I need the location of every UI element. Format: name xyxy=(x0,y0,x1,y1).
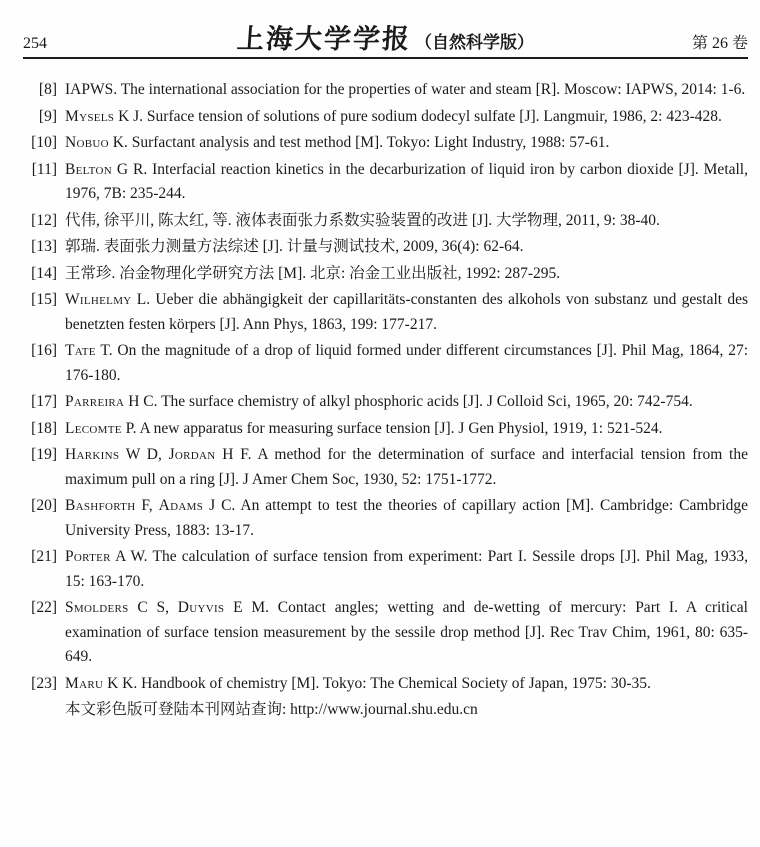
reference-text-segment: C S, xyxy=(128,599,178,616)
reference-text-segment: H F. A method for the determination of surface and interfacial tension from the maximum pull on a ring [J]. J Amer Chem Soc, 1930, 52: 1751-1772. xyxy=(65,446,748,488)
reference-entry xyxy=(23,158,748,207)
reference-text-segment: F, xyxy=(135,497,159,514)
reference-number: [13] xyxy=(31,238,57,255)
author-smallcaps: Harkins xyxy=(65,446,120,463)
reference-text-segment: K J. Surface tension of solutions of pure sodium dodecyl sulfate [J]. Langmuir, 1986, 2: 423-428. xyxy=(114,107,722,125)
reference-text xyxy=(65,420,663,437)
reference-entry xyxy=(23,672,748,697)
journal-title-edition: （自然科学版） xyxy=(415,33,534,52)
reference-text-segment: 王常珍. 冶金物理化学研究方法 [M]. 北京: 冶金工业出版社, 1992: 287-295. xyxy=(65,264,561,282)
reference-entry xyxy=(23,417,748,442)
reference-text-segment: A W. The calculation of surface tension from experiment: Part I. Sessile drops [J]. Phil Mag, 1933, 15: 163-170. xyxy=(65,548,748,590)
reference-entry xyxy=(23,443,748,492)
reference-text xyxy=(65,81,745,98)
reference-number: [16] xyxy=(31,342,57,359)
reference-number: [17] xyxy=(31,393,57,410)
reference-text xyxy=(65,291,748,333)
author-smallcaps: Wilhelmy xyxy=(65,291,132,308)
author-smallcaps: Tate xyxy=(65,342,96,359)
reference-text xyxy=(65,212,660,229)
reference-text xyxy=(65,134,609,151)
reference-number: [14] xyxy=(31,264,57,282)
author-smallcaps: Duyvis xyxy=(177,599,225,616)
reference-text xyxy=(65,393,693,410)
reference-text-segment: G R. Interfacial reaction kinetics in the decarburization of liquid iron by carbon dioxide [J]. Metall, 1976, 7B: 235-244. xyxy=(65,160,748,202)
reference-text-segment: E M. Contact angles; wetting and de-wetting of mercury: Part I. A critical examination of surface tension measurement by the sessile drop method [J]. Rec Trav Chim, 1961, 80: 635-649. xyxy=(65,599,748,665)
reference-number: [19] xyxy=(31,446,57,463)
reference-entry xyxy=(23,288,748,337)
reference-number: [22] xyxy=(31,599,57,616)
reference-number: [12] xyxy=(31,211,57,229)
reference-number: [10] xyxy=(31,134,57,151)
page-header xyxy=(23,0,748,59)
reference-entry xyxy=(23,131,748,156)
reference-text-segment: W D, xyxy=(119,446,169,463)
reference-text-segment: IAPWS. The international association for the properties of water and steam [R]. Moscow: IAPWS, 2014: 1-6. xyxy=(65,81,746,98)
author-smallcaps: Smolders xyxy=(65,599,129,616)
reference-number: [18] xyxy=(31,419,57,437)
reference-entry xyxy=(23,339,748,388)
reference-number: [9] xyxy=(38,107,57,125)
reference-text xyxy=(65,238,524,255)
reference-entry xyxy=(23,596,748,670)
reference-entry xyxy=(23,390,748,415)
reference-entry xyxy=(23,209,748,234)
reference-text xyxy=(65,265,560,282)
reference-entry xyxy=(23,105,748,130)
reference-text xyxy=(65,108,722,125)
reference-text xyxy=(65,548,748,590)
reference-text xyxy=(65,675,651,692)
journal-title-calligraphy: 上海大学学报 xyxy=(235,24,413,54)
reference-number: [11] xyxy=(31,160,57,178)
reference-text-segment: 郭瑞. 表面张力测量方法综述 [J]. 计量与测试技术, 2009, 36(4): 62-64. xyxy=(65,238,524,255)
reference-number: [15] xyxy=(31,291,57,308)
reference-entry xyxy=(23,78,748,103)
reference-text xyxy=(65,446,748,488)
journal-title xyxy=(113,24,658,54)
author-smallcaps: Nobuo xyxy=(65,134,109,151)
author-smallcaps: Adams xyxy=(158,497,204,514)
reference-text-segment: H C. The surface chemistry of alkyl phosphoric acids [J]. J Colloid Sci, 1965, 20: 742-754. xyxy=(124,393,693,410)
reference-text-segment: P. A new apparatus for measuring surface tension [J]. J Gen Physiol, 1919, 1: 521-524. xyxy=(121,419,663,437)
reference-text xyxy=(65,497,748,539)
author-smallcaps: Maru xyxy=(65,674,104,692)
author-smallcaps: Porter xyxy=(65,548,111,565)
author-smallcaps: Bashforth xyxy=(65,497,136,514)
reference-number: [23] xyxy=(31,674,57,692)
volume-label: 第 26 卷 xyxy=(691,35,748,52)
reference-text-segment: 代伟, 徐平川, 陈太红, 等. 液体表面张力系数实验装置的改进 [J]. 大学物理, 2011, 9: 38-40. xyxy=(65,211,660,229)
reference-entry xyxy=(23,494,748,543)
reference-text xyxy=(65,599,748,665)
reference-text-segment: K. Surfactant analysis and test method [M]. Tokyo: Light Industry, 1988: 57-61. xyxy=(108,134,610,151)
reference-text xyxy=(65,342,748,384)
reference-text-segment: K K. Handbook of chemistry [M]. Tokyo: The Chemical Society of Japan, 1975: 30-35. xyxy=(103,674,651,692)
color-version-note: 本文彩色版可登陆本刊网站查询: http://www.journal.shu.edu.cn xyxy=(65,701,478,718)
author-smallcaps: Parreira xyxy=(65,393,125,410)
reference-number: [21] xyxy=(31,548,57,565)
reference-text-segment: T. On the magnitude of a drop of liquid formed under different circumstances [J]. Phil Mag, 1864, 27: 176-180. xyxy=(65,342,748,384)
author-smallcaps: Lecomte xyxy=(65,419,122,437)
reference-number: [20] xyxy=(31,497,57,514)
reference-text-segment: J C. An attempt to test the theories of capillary action [M]. Cambridge: Cambridge University Press, 1883: 13-17. xyxy=(65,497,748,539)
reference-text-segment: L. Ueber die abhängigkeit der capillaritäts-constanten des alkohols von substanz und gestalt des benetzten festen körpers [J]. Ann Phys, 1863, 199: 177-217. xyxy=(65,291,748,333)
reference-entry xyxy=(23,262,748,287)
reference-text xyxy=(65,161,748,203)
references-list xyxy=(23,78,748,696)
author-smallcaps: Jordan xyxy=(168,446,216,463)
reference-entry xyxy=(23,235,748,260)
reference-entry xyxy=(23,545,748,594)
page-number: 254 xyxy=(23,35,47,52)
author-smallcaps: Belton xyxy=(65,160,112,178)
reference-number: [8] xyxy=(38,81,57,98)
author-smallcaps: Mysels xyxy=(65,107,115,125)
